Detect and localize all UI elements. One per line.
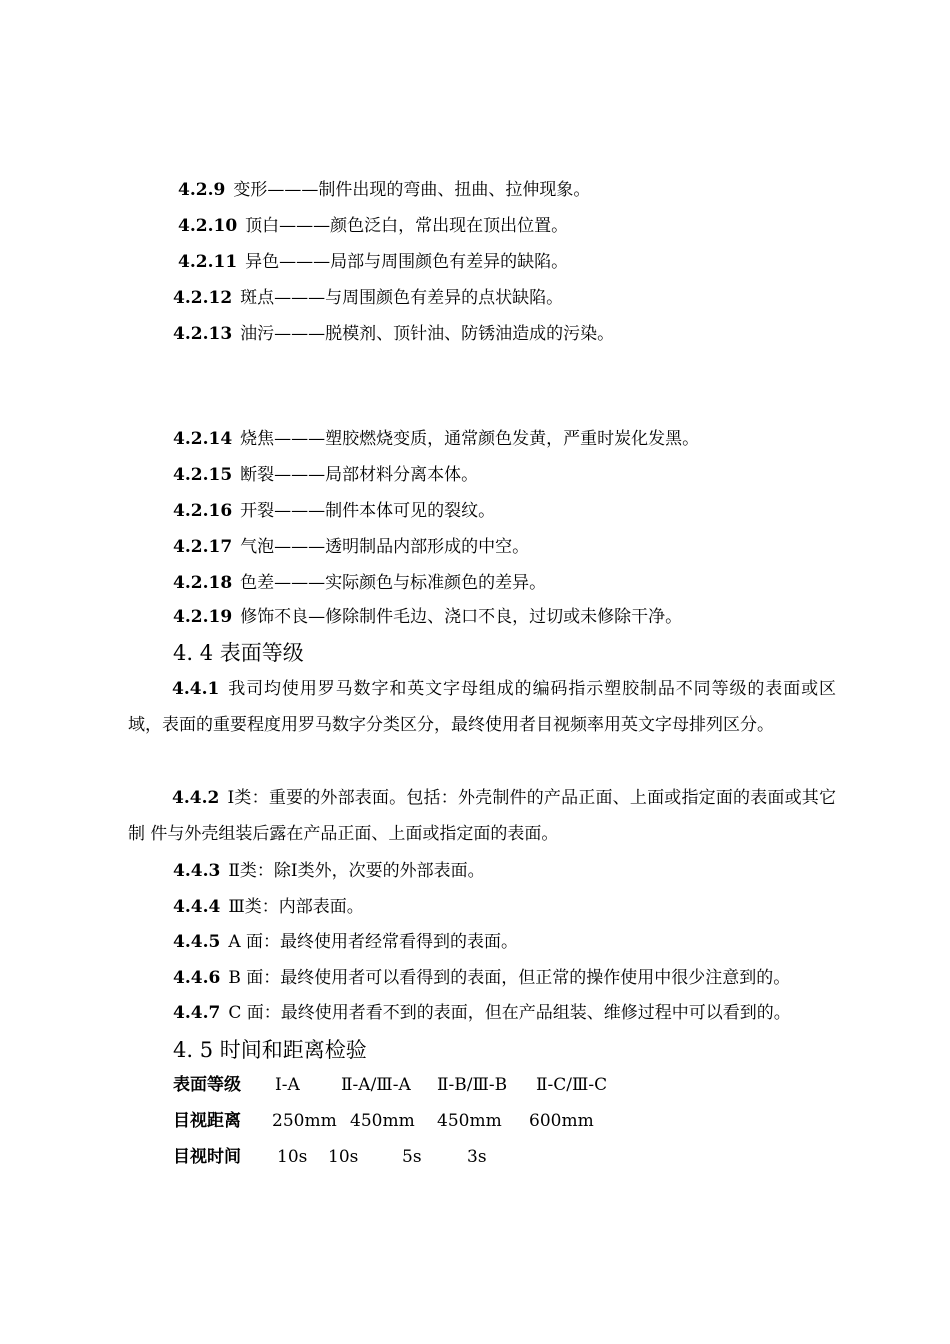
item-text: 气泡———透明制品内部形成的中空。 bbox=[240, 537, 530, 557]
table-cell: 10s bbox=[277, 1147, 308, 1167]
table-cell: 600mm bbox=[529, 1111, 594, 1131]
item-number: 4.4.3 bbox=[173, 861, 221, 881]
defect-item bbox=[178, 178, 590, 202]
table-cell: Ⅰ-A bbox=[275, 1075, 300, 1095]
item-number: 4.2.10 bbox=[178, 216, 238, 236]
item-number: 4.2.18 bbox=[173, 573, 233, 593]
item-number: 4.2.11 bbox=[178, 252, 238, 272]
paragraph bbox=[128, 780, 836, 852]
defect-item bbox=[173, 605, 682, 629]
list-item bbox=[173, 895, 364, 919]
item-text: 斑点———与周围颜色有差异的点状缺陷。 bbox=[240, 288, 564, 308]
item-text: 顶白———颜色泛白，常出现在顶出位置。 bbox=[245, 216, 569, 236]
list-item bbox=[173, 859, 485, 883]
item-text: B 面：最终使用者可以看得到的表面，但正常的操作使用中很少注意到的。 bbox=[228, 968, 791, 988]
item-text: Ⅲ类：内部表面。 bbox=[228, 897, 364, 917]
item-text: Ⅰ类：重要的外部表面。包括：外壳制件的产品正面、上面或指定面的表面或其它制 件与外壳组装后露在产品正面、上面或指定面的表面。 bbox=[128, 788, 836, 844]
defect-item bbox=[173, 463, 478, 487]
defect-item bbox=[173, 571, 546, 595]
item-number: 4.4.7 bbox=[173, 1003, 221, 1023]
item-text: 变形———制件出现的弯曲、扭曲、拉伸现象。 bbox=[233, 180, 591, 200]
table-cell: 5s bbox=[402, 1147, 422, 1167]
item-text: Ⅱ类：除Ⅰ类外，次要的外部表面。 bbox=[228, 861, 485, 881]
item-text: 烧焦———塑胶燃烧变质，通常颜色发黄，严重时炭化发黑。 bbox=[240, 429, 700, 449]
row-label: 目视时间 bbox=[173, 1147, 241, 1167]
item-number: 4.4.6 bbox=[173, 968, 221, 988]
item-text: 开裂———制件本体可见的裂纹。 bbox=[240, 501, 496, 521]
item-text: 异色———局部与周围颜色有差异的缺陷。 bbox=[245, 252, 569, 272]
item-text: A 面：最终使用者经常看得到的表面。 bbox=[228, 932, 519, 952]
item-text: 油污———脱模剂、顶针油、防锈油造成的污染。 bbox=[240, 324, 615, 344]
defect-item bbox=[173, 322, 614, 346]
defect-item bbox=[173, 535, 529, 559]
item-text: C 面：最终使用者看不到的表面，但在产品组装、维修过程中可以看到的。 bbox=[228, 1003, 791, 1023]
defect-item bbox=[173, 499, 495, 523]
item-text: 断裂———局部材料分离本体。 bbox=[240, 465, 479, 485]
defect-item bbox=[178, 214, 568, 238]
item-number: 4.2.14 bbox=[173, 429, 233, 449]
section-heading: 4. 4 表面等级 bbox=[173, 641, 304, 665]
item-number: 4.4.1 bbox=[172, 679, 220, 699]
section-heading: 4. 5 时间和距离检验 bbox=[173, 1038, 367, 1062]
table-cell: 250mm bbox=[272, 1111, 337, 1131]
list-item bbox=[173, 966, 790, 990]
row-label: 表面等级 bbox=[173, 1075, 241, 1095]
table-cell: 3s bbox=[467, 1147, 487, 1167]
list-item bbox=[173, 930, 518, 954]
item-number: 4.2.9 bbox=[178, 180, 226, 200]
row-label: 目视距离 bbox=[173, 1111, 241, 1131]
item-number: 4.4.5 bbox=[173, 932, 221, 952]
item-text: 色差———实际颜色与标准颜色的差异。 bbox=[240, 573, 547, 593]
item-number: 4.4.2 bbox=[172, 788, 220, 808]
item-number: 4.2.12 bbox=[173, 288, 233, 308]
table-cell: 10s bbox=[328, 1147, 359, 1167]
item-number: 4.2.19 bbox=[173, 607, 233, 627]
table-cell: 450mm bbox=[437, 1111, 502, 1131]
defect-item bbox=[173, 427, 699, 451]
table-cell: Ⅱ-A/Ⅲ-A bbox=[341, 1075, 411, 1095]
item-number: 4.2.15 bbox=[173, 465, 233, 485]
list-item bbox=[173, 1001, 791, 1025]
item-text: 我司均使用罗马数字和英文字母组成的编码指示塑胶制品不同等级的表面或区域，表面的重要程度用罗马数字分类区分，最终使用者目视频率用英文字母排列区分。 bbox=[128, 679, 836, 735]
table-cell: Ⅱ-C/Ⅲ-C bbox=[536, 1075, 608, 1095]
item-text: 修饰不良—修除制件毛边、浇口不良，过切或未修除干净。 bbox=[240, 607, 683, 627]
defect-item bbox=[178, 250, 568, 274]
item-number: 4.2.17 bbox=[173, 537, 233, 557]
item-number: 4.4.4 bbox=[173, 897, 221, 917]
item-number: 4.2.16 bbox=[173, 501, 233, 521]
table-cell: 450mm bbox=[350, 1111, 415, 1131]
defect-item bbox=[173, 286, 563, 310]
item-number: 4.2.13 bbox=[173, 324, 233, 344]
paragraph bbox=[128, 671, 836, 743]
table-cell: Ⅱ-B/Ⅲ-B bbox=[437, 1075, 508, 1095]
